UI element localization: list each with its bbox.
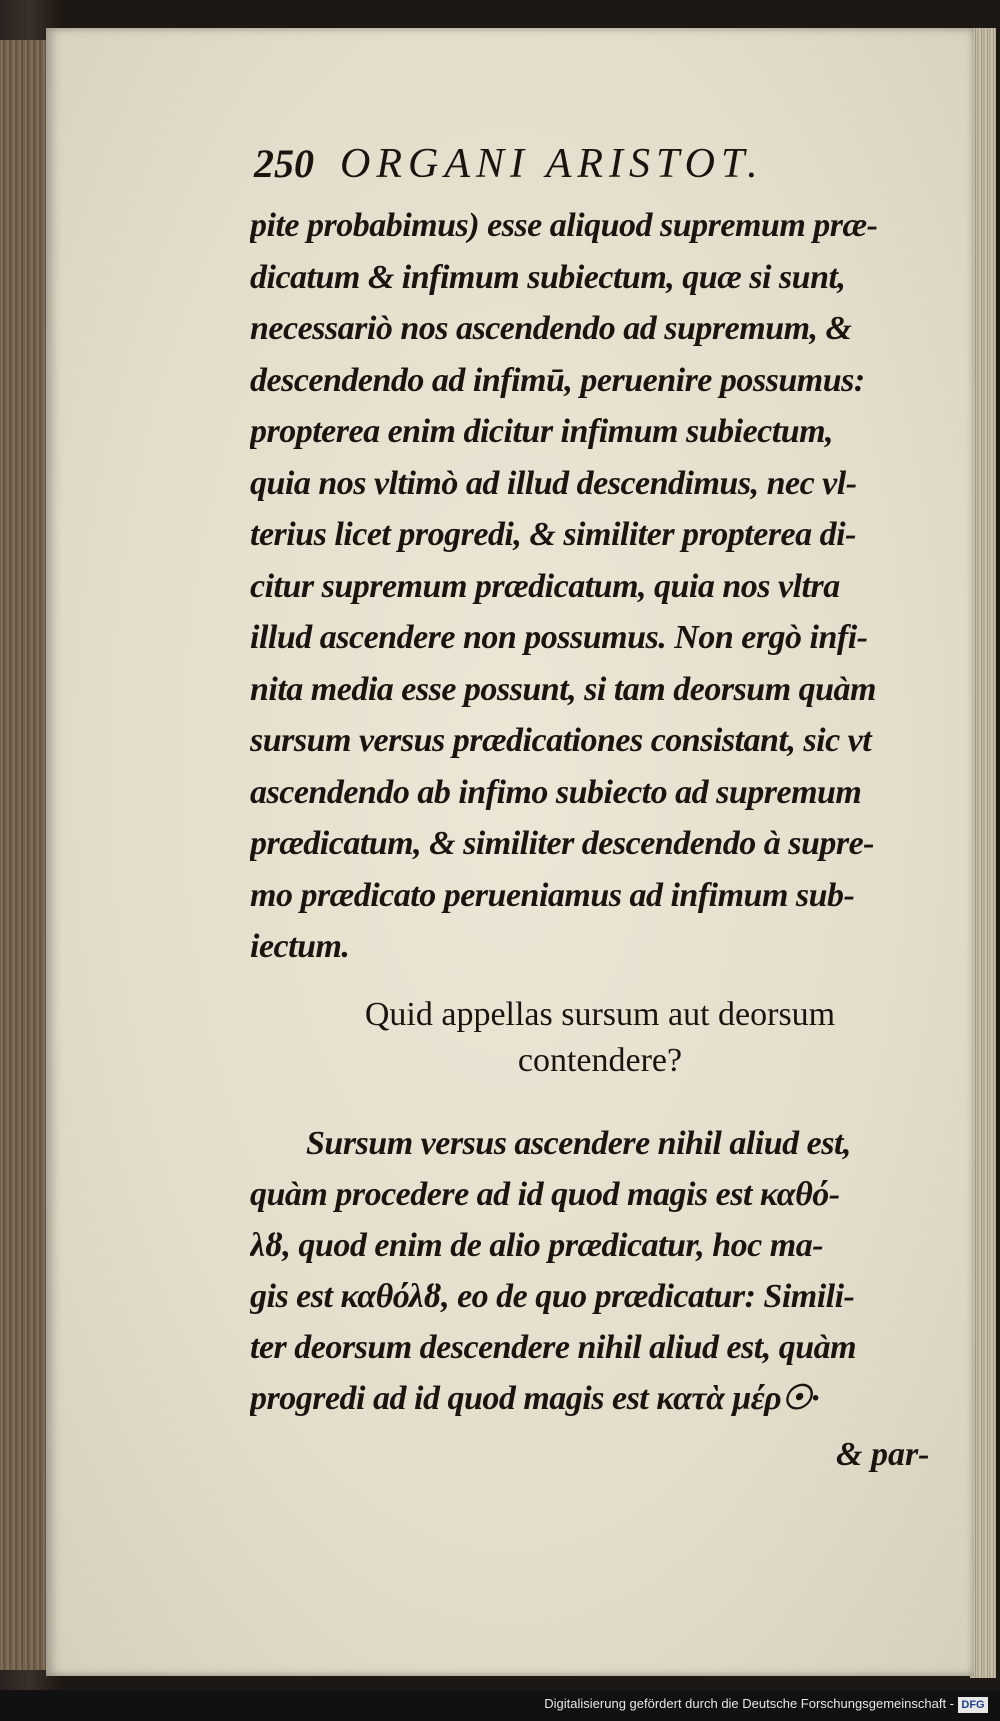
text-line: pite probabimus) esse aliquod supremum præ- (250, 207, 878, 244)
text-line: dicatum & infimum subiectum, quæ si sunt, (250, 258, 846, 296)
text-line: iectum. (250, 928, 350, 965)
text-line: progredi ad id quod magis est κατὰ μέρ☉· (250, 1380, 820, 1417)
text-line: quia nos vltimò ad illud descendimus, nec vl- (250, 464, 857, 502)
text-line: sursum versus prædicationes consistant, sic vt (250, 722, 872, 759)
text-line: citur supremum prædicatum, quia nos vltra (250, 567, 840, 605)
text-line: λȣ, quod enim de alio prædicatur, hoc ma- (250, 1227, 824, 1264)
text-line: ter deorsum descendere nihil aliud est, quàm (250, 1329, 857, 1366)
catchword: & par- (836, 1436, 930, 1473)
heading-line: Quid appellas sursum aut deorsum (364, 996, 836, 1033)
running-head: ORGANI ARISTOT. (340, 141, 764, 187)
text-line: nita media esse possunt, si tam deorsum quàm (250, 670, 876, 708)
text-line: ascendendo ab infimo subiecto ad supremum (250, 773, 862, 811)
text-line: Sursum versus ascendere nihil aliud est, (306, 1125, 851, 1162)
page-header (208, 140, 848, 200)
text-line: prædicatum, & similiter descendendo à supre- (250, 825, 874, 862)
dfg-logo: DFG (958, 1697, 988, 1713)
body-paragraph-2 (250, 1118, 950, 1424)
page-number: 250 (254, 141, 314, 186)
text-line: gis est καθόλȣ, eo de quo prædicatur: Simili- (250, 1278, 855, 1315)
text-line: necessariò nos ascendendo ad supremum, & (250, 310, 852, 347)
heading-line: contendere? (517, 1042, 683, 1079)
text-line: propterea enim dicitur infimum subiectum, (250, 413, 834, 450)
book-spine-edge (0, 40, 48, 1670)
text-line: descendendo ad infimū, peruenire possumus: (250, 361, 865, 399)
footer-credit: Digitalisierung gefördert durch die Deutsche Forschungsgemeinschaft - (544, 1696, 954, 1711)
body-paragraph-1 (250, 200, 950, 973)
text-line: mo prædicato perueniamus ad infimum sub- (250, 876, 855, 914)
section-heading (250, 992, 950, 1084)
text-line: terius licet progredi, & similiter propterea di- (250, 516, 856, 553)
text-line: quàm procedere ad id quod magis est καθό- (250, 1176, 840, 1213)
text-line: illud ascendere non possumus. Non ergò infi- (250, 619, 868, 656)
